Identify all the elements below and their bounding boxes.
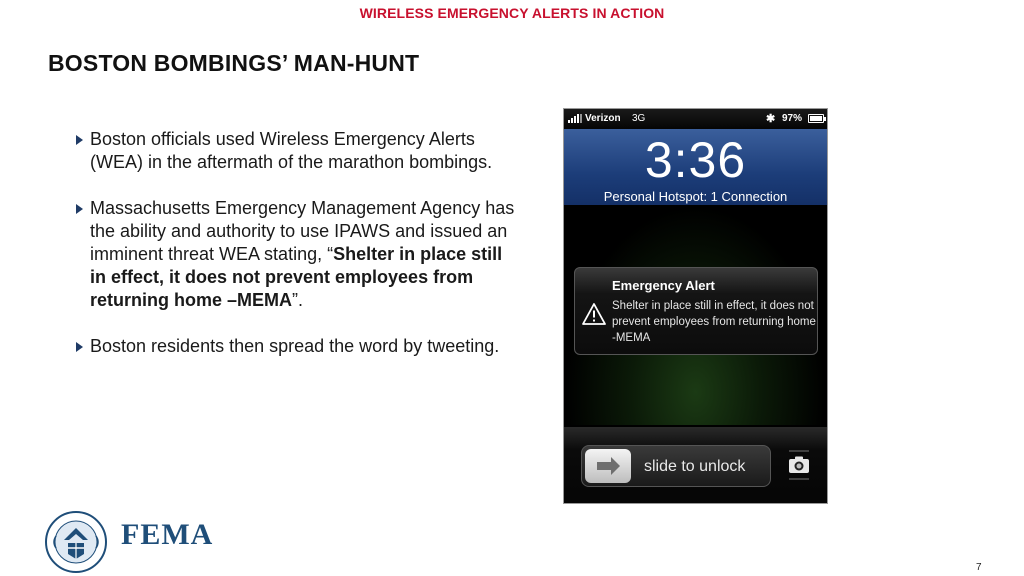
bluetooth-icon: ✱ [766, 113, 776, 125]
top-banner: WIRELESS EMERGENCY ALERTS IN ACTION [359, 5, 665, 21]
dhs-seal-logo [44, 510, 108, 574]
phone-screenshot [563, 108, 828, 504]
slider-text: slide to unlock [644, 458, 746, 475]
carrier-name: Verizon [585, 113, 621, 124]
bullet-text: Boston officials used Wireless Emergency Alerts (WEA) in the aftermath of the marathon bombings. [90, 129, 493, 172]
clock-time: 3:36 [644, 132, 747, 188]
bullet-arrow-icon [76, 204, 83, 214]
emergency-alert-notification[interactable] [574, 267, 818, 355]
battery-icon [808, 114, 824, 123]
network-type: 3G [632, 113, 646, 124]
arrow-icon [585, 449, 631, 483]
bullet-arrow-icon [76, 342, 83, 352]
camera-icon[interactable] [786, 449, 812, 481]
signal-icon [568, 114, 584, 123]
bullet-item [76, 335, 516, 358]
fema-logo: FEMA [121, 518, 214, 551]
bullet-item [76, 128, 516, 174]
bullet-text: Boston residents then spread the word by tweeting. [90, 336, 500, 356]
bullet-quote-bold: Shelter in place still in effect, it does not prevent employees from returning home –MEMA [90, 244, 503, 310]
alert-title: Emergency Alert [612, 278, 715, 293]
bullet-list [76, 128, 516, 381]
bullet-text: Massachusetts Emergency Management Agency has the ability and authority to use IPAWS and issued an imminent threat WEA stating, “ [90, 198, 515, 264]
hotspot-status: Personal Hotspot: 1 Connection [603, 189, 788, 204]
battery-percent: 97% [782, 113, 803, 124]
slider-knob[interactable] [585, 449, 631, 483]
page-number: 7 [976, 562, 982, 573]
bullet-text-end: ”. [292, 290, 304, 310]
alert-body: Shelter in place still in effect, it does not prevent employees from returning home -MEMA [612, 300, 816, 344]
bullet-arrow-icon [76, 135, 83, 145]
status-bar [564, 109, 827, 129]
slide-title: BOSTON BOMBINGS’ MAN-HUNT [48, 50, 420, 76]
unlock-bar [564, 427, 827, 504]
bullet-item [76, 197, 516, 312]
clock-panel [564, 129, 827, 205]
warning-icon [582, 303, 606, 325]
slide-to-unlock-track[interactable] [581, 445, 771, 487]
